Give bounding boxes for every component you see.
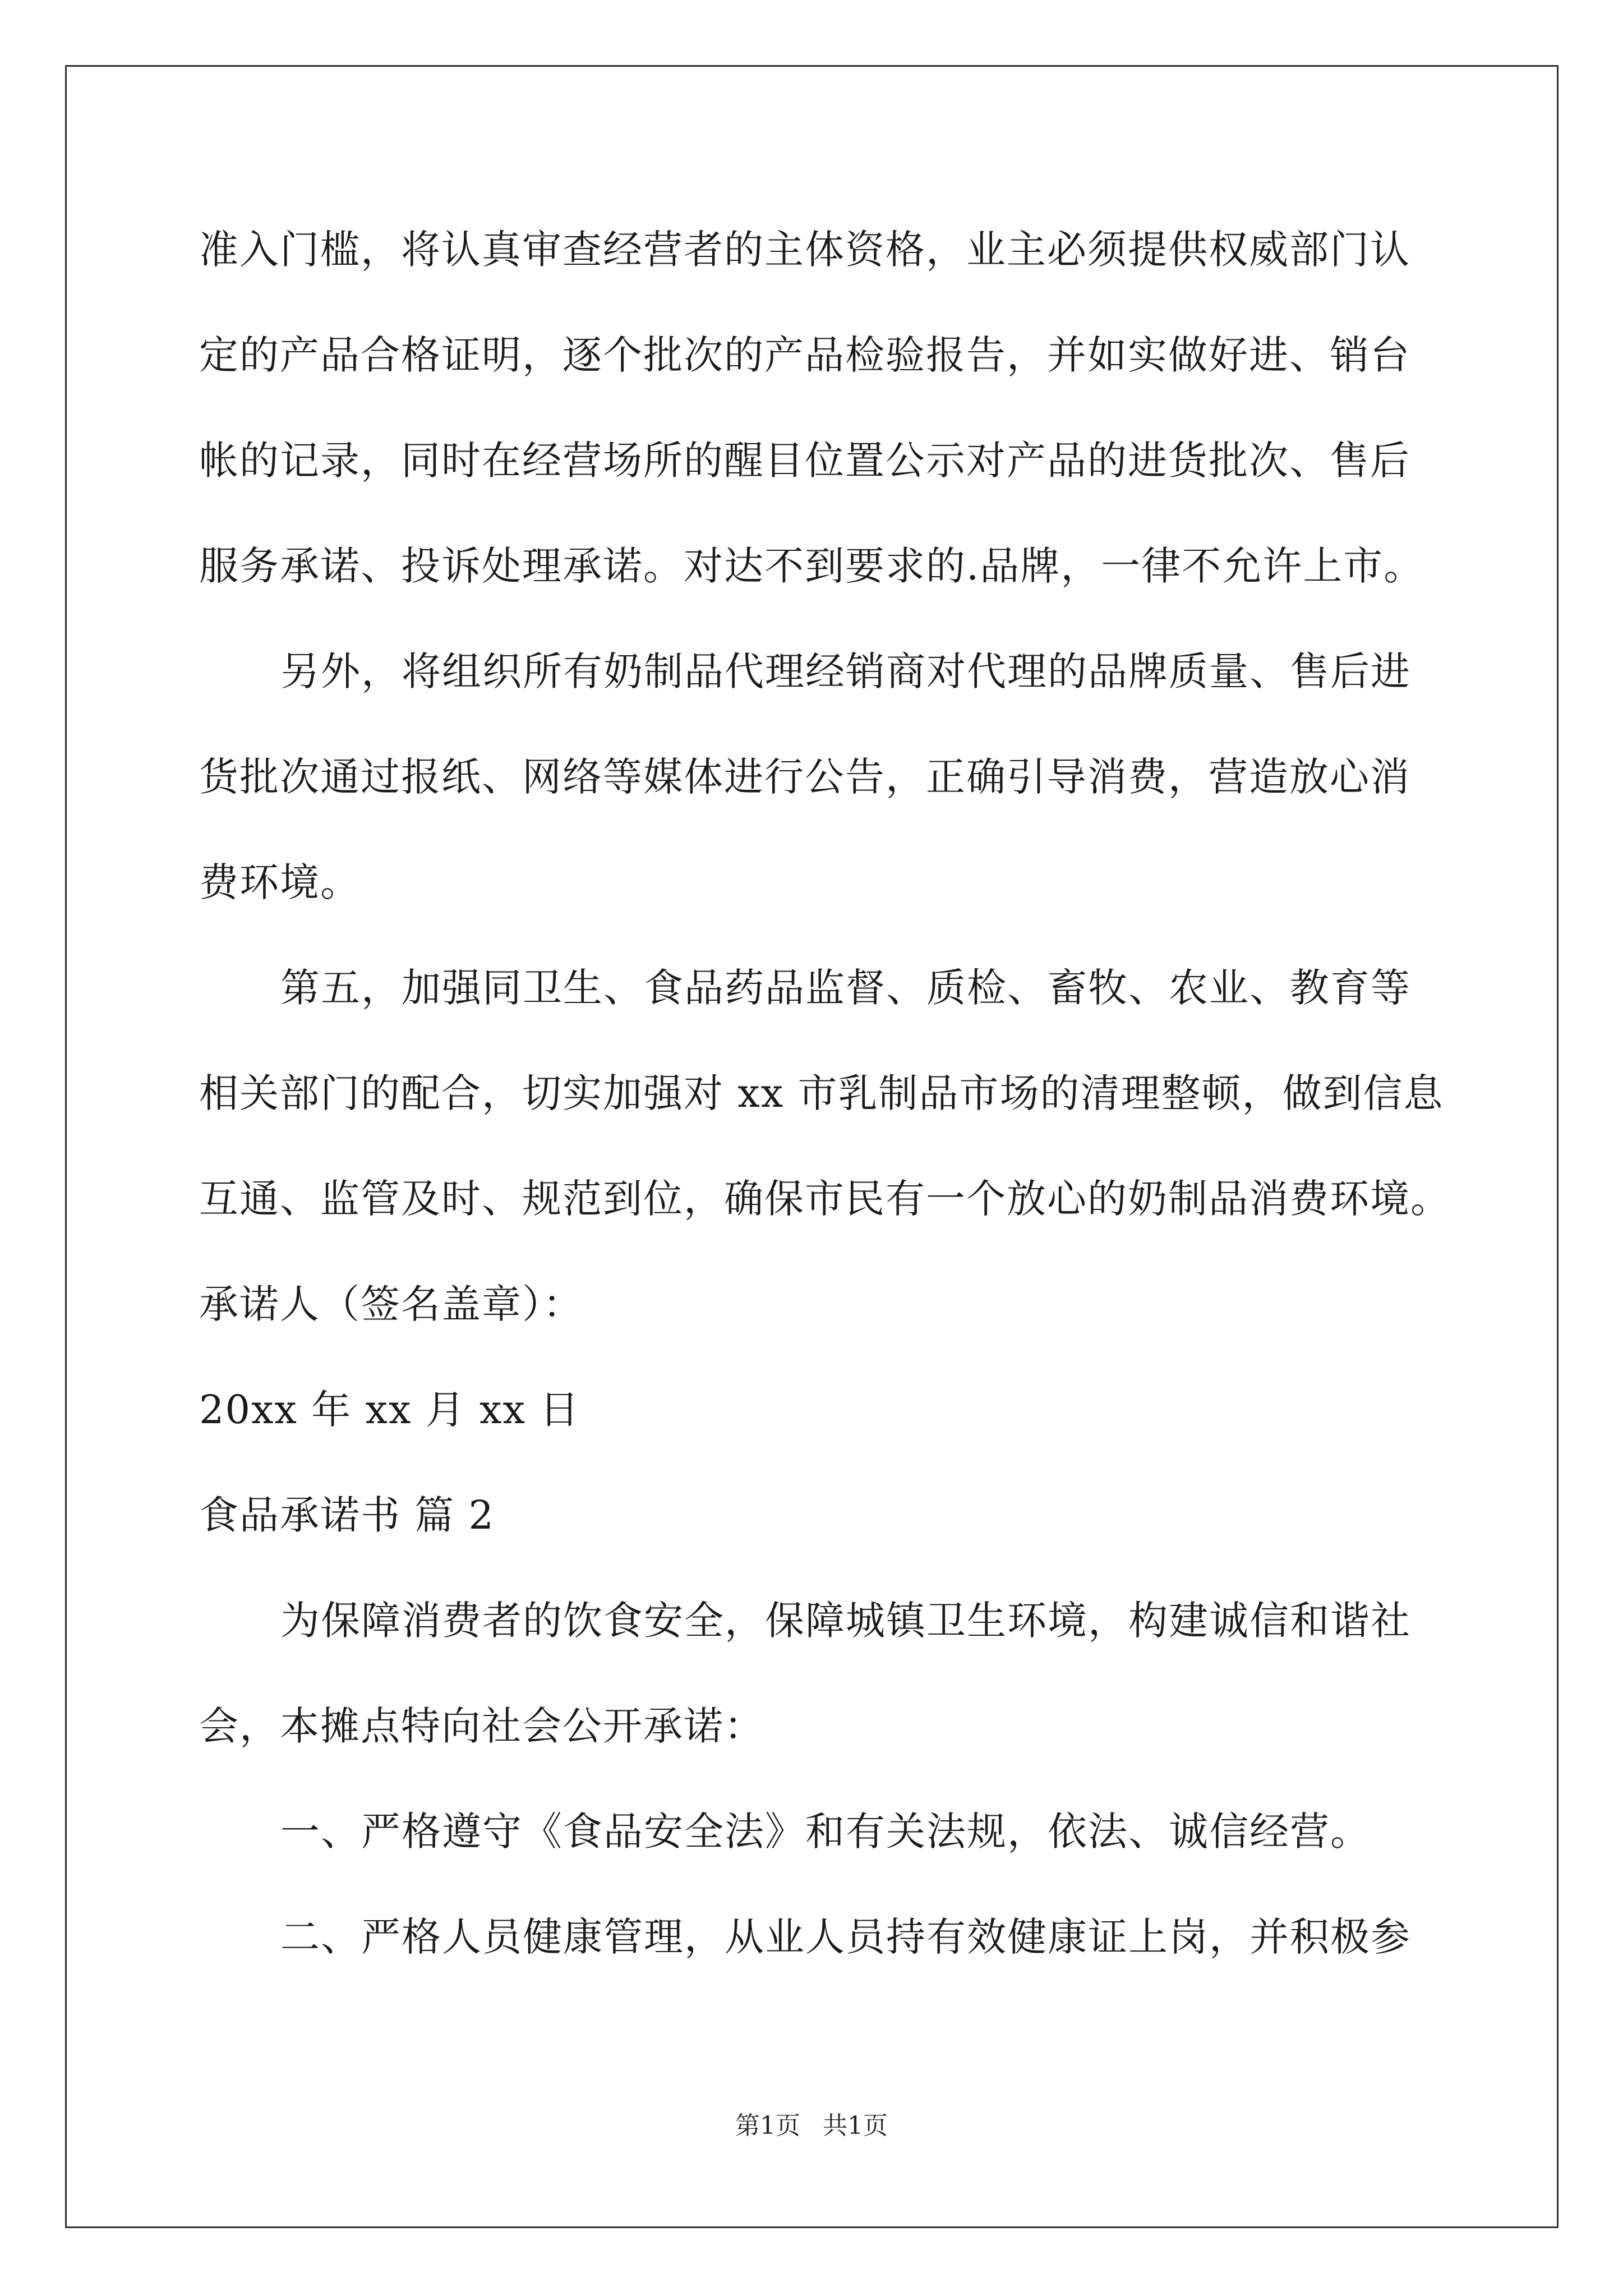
text-line-15: 会，本摊点特向社会公开承诺： (199, 1703, 764, 1749)
text-line-1: 准入门槛，将认真审查经营者的主体资格，业主必须提供权威部门认 (199, 227, 1410, 273)
text-line-4: 服务承诺、投诉处理承诺。对达不到要求的.品牌，一律不允许上市。 (199, 543, 1424, 589)
page-footer (0, 2109, 1623, 2143)
text-line-7: 费环境。 (199, 859, 361, 905)
text-line-5: 另外，将组织所有奶制品代理经销商对代理的品牌质量、售后进 (280, 648, 1411, 694)
date-line: 20xx 年 xx 月 xx 日 (199, 1387, 580, 1433)
text-line-10: 互通、监管及时、规范到位，确保市民有一个放心的奶制品消费环境。 (199, 1176, 1451, 1222)
document-body (199, 208, 1451, 2000)
text-line-8: 第五，加强同卫生、食品药品监督、质检、畜牧、农业、教育等 (280, 965, 1411, 1011)
text-line-14: 为保障消费者的饮食安全，保障城镇卫生环境，构建诚信和谐社 (280, 1598, 1411, 1644)
text-line-16: 一、严格遵守《食品安全法》和有关法规，依法、诚信经营。 (280, 1809, 1371, 1855)
page-number-current: 第1页 (735, 2111, 800, 2140)
text-line-3: 帐的记录，同时在经营场所的醒目位置公示对产品的进货批次、售后 (199, 438, 1410, 484)
text-line-17: 二、严格人员健康管理，从业人员持有效健康证上岗，并积极参 (280, 1914, 1411, 1960)
signature-label: 承诺人（签名盖章）： (199, 1281, 583, 1327)
page-number-total: 共1页 (823, 2111, 888, 2140)
section-heading: 食品承诺书 篇 2 (199, 1492, 495, 1538)
text-line-6: 货批次通过报纸、网络等媒体进行公告，正确引导消费，营造放心消 (199, 754, 1410, 800)
text-line-2: 定的产品合格证明，逐个批次的产品检验报告，并如实做好进、销台 (199, 332, 1410, 378)
text-line-9: 相关部门的配合，切实加强对 xx 市乳制品市场的清理整顿，做到信息 (199, 1070, 1444, 1116)
